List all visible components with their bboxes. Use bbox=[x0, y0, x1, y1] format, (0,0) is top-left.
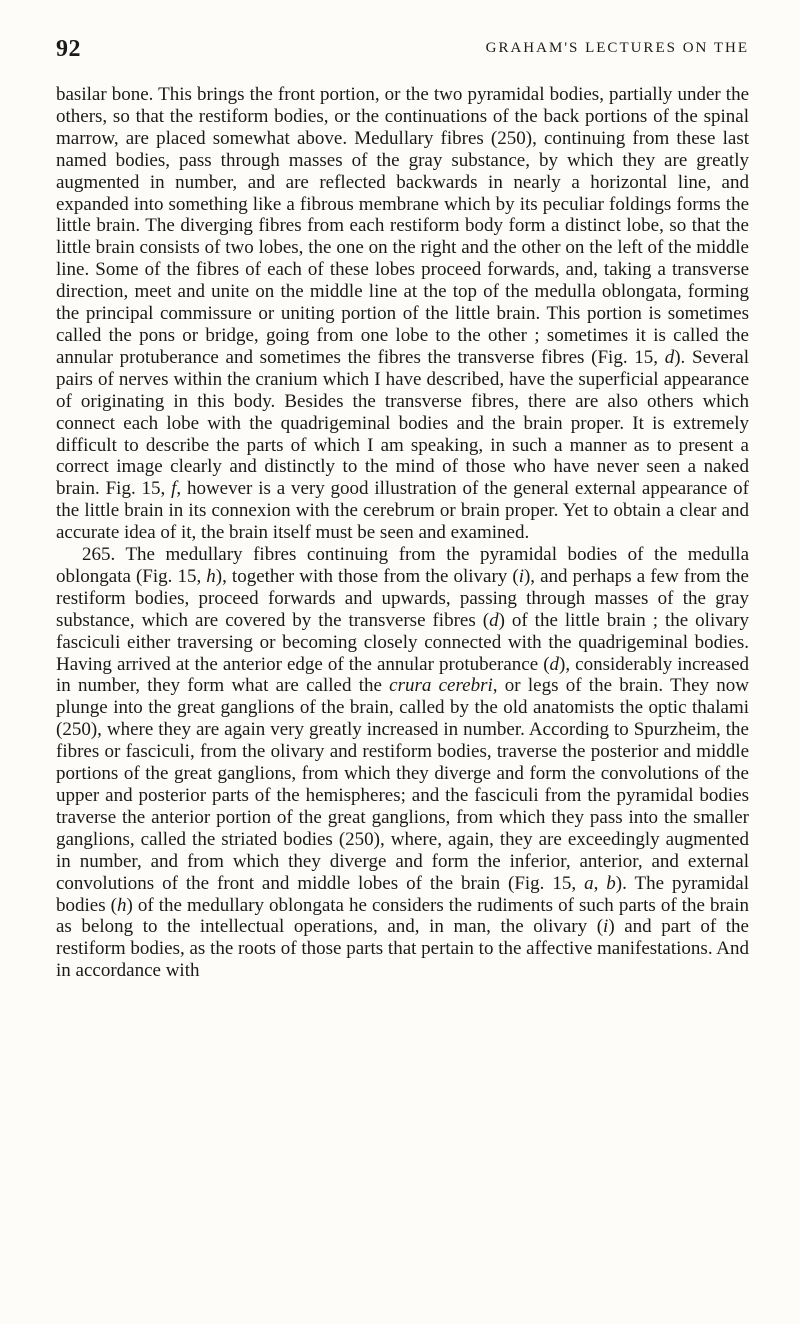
italic-text-run: i bbox=[603, 916, 609, 938]
italic-text-run: b bbox=[606, 872, 616, 894]
italic-text-run: i bbox=[518, 565, 524, 587]
text-run: , however is a very good illustration of the general external appearance of the little brain in its connexion with the cerebrum or brain proper. Yet to obtain a clear and accurate idea of it, the brain itself must be seen and examined. bbox=[56, 478, 749, 544]
paragraph bbox=[56, 84, 749, 544]
text-run: ), considerably increased in number, they form what are called the bbox=[56, 653, 750, 697]
body-text bbox=[56, 84, 749, 982]
italic-text-run: d bbox=[664, 346, 675, 368]
text-run: ) and part of the restiform bodies, as the roots of those parts that pertain to the affective manifestations. And in accordance with bbox=[56, 916, 749, 982]
text-run: 265. The medullary fibres continuing from the pyramidal bodies of the medulla oblongata (Fig. 15, bbox=[56, 544, 749, 587]
text-run: , bbox=[593, 872, 607, 894]
text-run: ). Several pairs of nerves within the cranium which I have described, have the superficial appearance of originating in this body. Besides the transverse fibres, there are also others which connect each lobe with the quadrigeminal bodies and the brain proper. It is extremely difficult to describe the parts of which I am speaking, in such a manner as to present a correct image clearly and distinctly to the mind of those who have never seen a naked brain. Fig. 15, bbox=[56, 346, 749, 500]
italic-text-run: d bbox=[489, 609, 499, 631]
italic-text-run: a bbox=[584, 872, 594, 894]
text-run: ), together with those from the olivary ( bbox=[215, 565, 519, 587]
running-head-title: GRAHAM'S LECTURES ON THE bbox=[485, 40, 749, 56]
text-run: ), and perhaps a few from the restiform bodies, proceed forwards and upwards, passing through masses of the gray substance, which are covered by the transverse fibres ( bbox=[56, 565, 749, 631]
text-run: basilar bone. This brings the front portion, or the two pyramidal bodies, partially under the others, so that the restiform bodies, or the continuations of the back portions of the spinal marrow, are placed somewhat above. Medullary fibres (250), continuing from these last named bodies, pass through masses of the gray substance, by which they are greatly augmented in number, and are reflected backwards in nearly a horizontal line, and expanded into something like a fibrous membrane which by its peculiar foldings forms the little brain. The diverging fibres from each restiform body form a distinct lobe, so that the little brain consists of two lobes, the one on the right and the other on the left of the middle line. Some of the fibres of each of these lobes proceed forwards, and, taking a transverse direction, meet and unite on the middle line at the top of the medulla oblongata, forming the principal commissure or uniting portion of the little brain. This portion is sometimes called the pons or bridge, going from one lobe to the other ; sometimes it is called the annular protuberance and sometimes the fibres the transverse fibres (Fig. 15, bbox=[56, 84, 749, 368]
italic-text-run: f bbox=[171, 478, 177, 500]
text-run: , or legs of the brain. They now plunge into the great ganglions of the brain, called by the old anatomists the optic thalami (250), where they are again very greatly increased in number. According to Spurzheim, the fibres or fasciculi, from the olivary and restiform bodies, traverse the posterior and middle portions of the great ganglions, from which they diverge and form the convolutions of the upper and posterior parts of the hemispheres; and the fasciculi from the pyramidal bodies traverse the anterior portion of the great ganglions, from which they pass into the smaller ganglions, called the striated bodies (250), where, again, they are exceedingly augmented in number, and from which they diverge and form the inferior, anterior, and external convolutions of the front and middle lobes of the brain (Fig. 15, bbox=[56, 675, 749, 894]
paragraph bbox=[56, 544, 749, 982]
text-run: ). The pyramidal bodies ( bbox=[56, 872, 749, 916]
italic-text-run: h bbox=[206, 565, 216, 587]
italic-text-run: d bbox=[549, 653, 560, 675]
page-number: 92 bbox=[56, 36, 81, 62]
text-run: ) of the medullary oblongata he considers the rudiments of such parts of the brain as belong to the intellectual operations, and, in man, the olivary ( bbox=[56, 894, 749, 938]
running-head bbox=[56, 36, 749, 66]
italic-text-run: crura cerebri bbox=[389, 675, 493, 697]
italic-text-run: h bbox=[116, 894, 127, 916]
text-run: ) of the little brain ; the olivary fasciculi either traversing or becoming closely connected with the quadrigeminal bodies. Having arrived at the anterior edge of the annular protuberance ( bbox=[56, 609, 749, 675]
